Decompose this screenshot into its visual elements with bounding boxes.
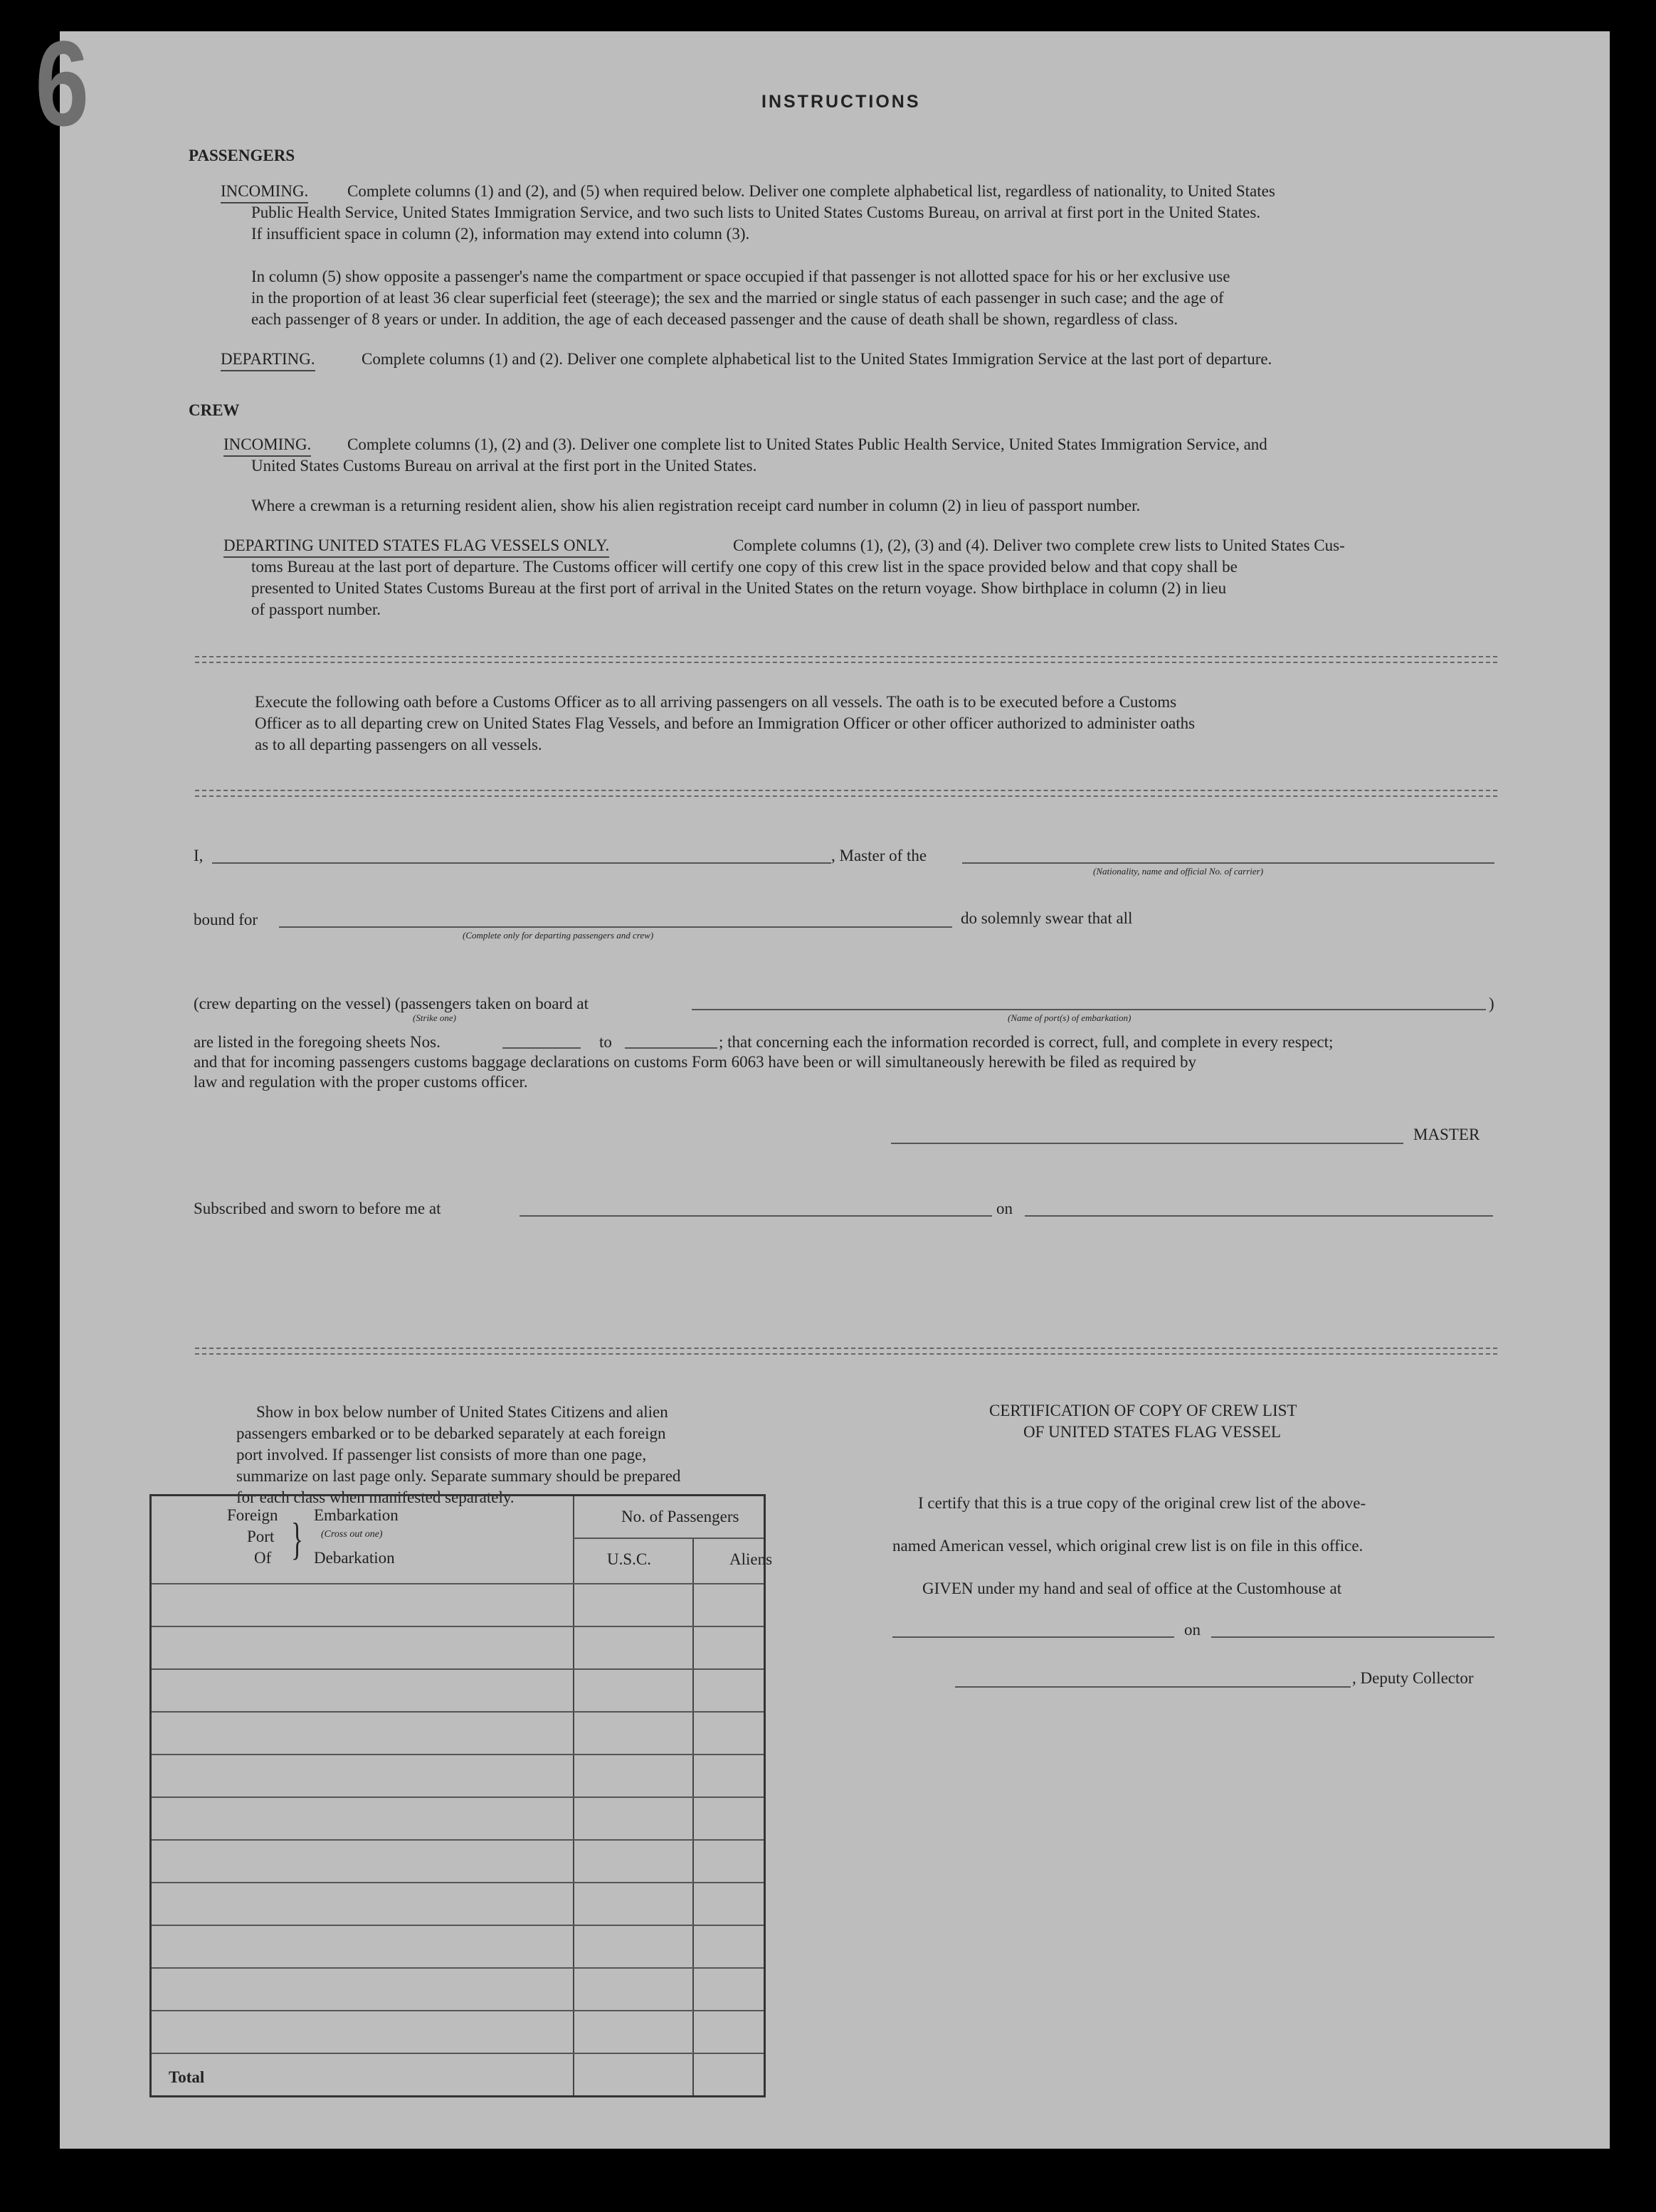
table-row[interactable] — [152, 2053, 764, 2054]
crew-incoming-line: United States Customs Bureau on arrival at the first port in the United States. — [251, 457, 757, 475]
crew-incoming-line: Complete columns (1), (2) and (3). Deliver one complete list to United States Public Health Service, United States Immigration Service, and — [347, 435, 1267, 453]
ports-hint: (Name of port(s) of embarkation) — [1008, 1012, 1132, 1023]
section-divider — [195, 662, 1497, 663]
sworn-place-field[interactable] — [520, 1215, 992, 1217]
column-divider — [573, 1496, 574, 2095]
form-title: INSTRUCTIONS — [761, 92, 921, 112]
section-divider — [195, 790, 1497, 791]
master-label: MASTER — [1413, 1126, 1480, 1143]
carrier-hint: (Nationality, name and official No. of carrier) — [1093, 866, 1264, 877]
carrier-field[interactable] — [962, 862, 1494, 864]
table-row[interactable] — [152, 1967, 764, 1969]
solemnly-swear-text: do solemnly swear that all — [961, 909, 1133, 927]
column5-line: each passenger of 8 years or under. In addition, the age of each deceased passenger and the cause of death shall be shown, regardless of class. — [251, 310, 1178, 328]
summary-instruction: Show in box below number of United States Citizens and alien — [256, 1403, 668, 1421]
passengers-heading: PASSENGERS — [189, 147, 295, 164]
resident-alien-note: Where a crewman is a returning resident alien, show his alien registration receipt card number in column (2) in lieu of passport number. — [251, 497, 1141, 514]
bound-for-label: bound for — [194, 911, 258, 928]
sheets-to-label: to — [599, 1033, 612, 1051]
summary-instruction: for each class when manifested separately. — [236, 1488, 515, 1506]
header-no-of-passengers: No. of Passengers — [621, 1508, 739, 1525]
section-divider — [195, 795, 1497, 797]
embarkation-ports-field[interactable] — [692, 1009, 1486, 1010]
certify-line: named American vessel, which original crew list is on file in this office. — [892, 1537, 1364, 1555]
certification-on-label: on — [1184, 1621, 1201, 1639]
table-row[interactable] — [152, 1711, 764, 1713]
table-row[interactable] — [152, 1626, 764, 1627]
passengers-incoming-label: INCOMING. — [221, 181, 308, 203]
sworn-on-label: on — [996, 1200, 1013, 1217]
column5-line: in the proportion of at least 36 clear superficial feet (steerage); the sex and the married or single status of each passenger in such case; and the age of — [251, 289, 1224, 307]
crew-departing-line: toms Bureau at the last port of departure. The Customs officer will certify one copy of this crew list in the space provided below and that copy shall be — [251, 558, 1238, 576]
deputy-collector-signature[interactable] — [955, 1686, 1351, 1688]
given-under-line: GIVEN under my hand and seal of office at the Customhouse at — [922, 1579, 1342, 1597]
strike-one-hint: (Strike one) — [413, 1012, 457, 1023]
certify-line: I certify that this is a true copy of the original crew list of the above- — [918, 1494, 1366, 1512]
passengers-incoming-line: If insufficient space in column (2), information may extend into column (3). — [251, 225, 750, 243]
close-paren: ) — [1489, 995, 1494, 1012]
passenger-summary-table — [149, 1494, 773, 2097]
summary-instruction: passengers embarked or to be debarked separately at each foreign — [236, 1424, 666, 1442]
master-name-field[interactable] — [212, 862, 831, 864]
table-row[interactable] — [152, 2010, 764, 2011]
passengers-departing-text: Complete columns (1) and (2). Deliver one complete alphabetical list to the United States Immigration Service at the last port of departure. — [362, 350, 1272, 368]
table-row[interactable] — [152, 1754, 764, 1755]
certification-title: OF UNITED STATES FLAG VESSEL — [1023, 1423, 1281, 1441]
summary-instruction: port involved. If passenger list consists of more than one page, — [236, 1446, 647, 1464]
crew-departing-line: presented to United States Customs Bureau at the first port of arrival in the United States on the return voyage. Show birthplace in column (2) in lieu — [251, 579, 1227, 597]
header-aliens: Aliens — [729, 1550, 773, 1568]
sheets-statement: ; that concerning each the information recorded is correct, full, and complete in every respect; — [719, 1033, 1334, 1051]
header-usc: U.S.C. — [607, 1550, 651, 1568]
header-port: Port — [247, 1528, 275, 1545]
passengers-incoming-line: Complete columns (1) and (2), and (5) when required below. Deliver one complete alphabetical list, regardless of nationality, to United States — [347, 182, 1275, 200]
column-divider — [692, 1538, 694, 2095]
header-embarkation: Embarkation — [314, 1506, 399, 1524]
crew-incoming-label: INCOMING. — [223, 434, 311, 457]
master-signature-field[interactable] — [891, 1143, 1403, 1144]
law-regulation-line: law and regulation with the proper customs officer. — [194, 1073, 528, 1091]
page-number-mark: 6 — [35, 16, 90, 152]
oath-intro-line: Execute the following oath before a Customs Officer as to all arriving passengers on all vessels. The oath is to be executed before a Customs — [255, 693, 1177, 711]
baggage-declaration-line: and that for incoming passengers customs baggage declarations on customs Form 6063 have been or will simultaneously herewith be filed as required by — [194, 1053, 1197, 1071]
table-row[interactable] — [152, 1796, 764, 1798]
section-divider — [195, 1348, 1497, 1349]
crew-departing-line: Complete columns (1), (2), (3) and (4). Deliver two complete crew lists to United States Cus- — [733, 536, 1345, 554]
table-row[interactable] — [152, 1583, 764, 1584]
oath-intro-line: Officer as to all departing crew on United States Flag Vessels, and before an Immigration Officer or other officer authorized to administer oaths — [255, 714, 1196, 732]
column5-line: In column (5) show opposite a passenger's name the compartment or space occupied if that passenger is not allotted space for his or her exclusive use — [251, 268, 1230, 285]
certification-date-field[interactable] — [1211, 1636, 1494, 1638]
sheet-to-field[interactable] — [625, 1047, 717, 1049]
crew-departing-strike: (crew departing on the vessel) (passengers taken on board at — [194, 995, 589, 1012]
section-divider — [195, 656, 1497, 657]
bound-for-hint: (Complete only for departing passengers and crew) — [463, 930, 654, 941]
header-divider — [573, 1538, 764, 1539]
table-row[interactable] — [152, 1668, 764, 1670]
table-row[interactable] — [152, 1925, 764, 1926]
sworn-date-field[interactable] — [1025, 1215, 1493, 1217]
crew-departing-label: DEPARTING UNITED STATES FLAG VESSELS ONLY. — [223, 535, 609, 558]
passengers-departing-label: DEPARTING. — [221, 349, 315, 371]
header-of: Of — [254, 1549, 272, 1567]
subscribed-label: Subscribed and sworn to before me at — [194, 1200, 441, 1217]
header-brace: } — [291, 1513, 303, 1564]
master-of-the-label: , Master of the — [831, 847, 927, 864]
summary-instruction: summarize on last page only. Separate summary should be prepared — [236, 1467, 681, 1485]
crew-departing-line: of passport number. — [251, 600, 381, 618]
bound-for-field[interactable] — [279, 926, 952, 928]
passengers-incoming-line: Public Health Service, United States Immigration Service, and two such lists to United States Customs Bureau, on arrival at first port in the United States. — [251, 203, 1261, 221]
crew-heading: CREW — [189, 401, 240, 419]
sheets-label: are listed in the foregoing sheets Nos. — [194, 1033, 441, 1051]
total-label: Total — [169, 2068, 205, 2086]
deputy-collector-label: , Deputy Collector — [1352, 1669, 1474, 1687]
oath-intro-line: as to all departing passengers on all vessels. — [255, 736, 542, 753]
table-row[interactable] — [152, 1839, 764, 1841]
certification-title: CERTIFICATION OF COPY OF CREW LIST — [989, 1402, 1297, 1419]
oath-i: I, — [194, 847, 204, 864]
header-cross-out: (Cross out one) — [321, 1529, 383, 1540]
table-row[interactable] — [152, 1882, 764, 1883]
section-divider — [195, 1353, 1497, 1355]
header-debarkation: Debarkation — [314, 1549, 395, 1567]
customhouse-place-field[interactable] — [892, 1636, 1174, 1638]
header-foreign: Foreign — [227, 1506, 278, 1524]
sheet-from-field[interactable] — [502, 1047, 581, 1049]
